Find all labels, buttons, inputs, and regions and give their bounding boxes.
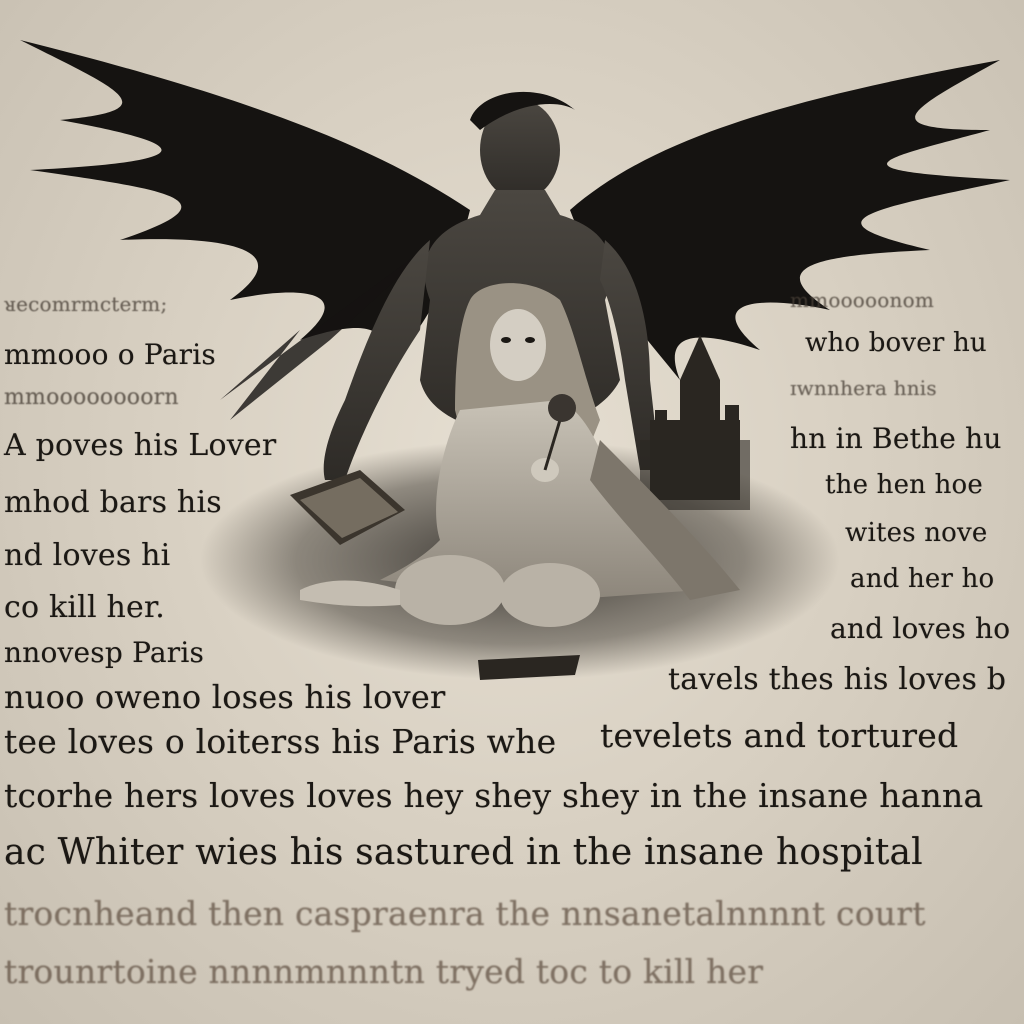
text-line-left-5: mhod bars his bbox=[4, 485, 222, 520]
text-line-bottom-1: tcorhe hers loves loves hey shey shey in the insane hanna bbox=[4, 776, 984, 815]
text-line-right-9: tavels thes his loves b bbox=[668, 662, 1007, 697]
text-line-right-5: the hen hoe bbox=[825, 470, 983, 500]
text-line-right-7: and her ho bbox=[850, 564, 995, 594]
text-line-left-7: co kill her. bbox=[4, 590, 165, 625]
text-line-bottom-2: ac Whiter wies his sastured in the insane hospital bbox=[4, 832, 923, 873]
text-line-right-2: who bover hu bbox=[805, 328, 987, 358]
text-line-left-3: mmoooooooorn bbox=[4, 385, 179, 410]
text-line-right-4: hn in Bethe hu bbox=[790, 422, 1002, 455]
text-line-bottom-3: trocnheand then caspraenra the nnsanetalnnnnt court bbox=[4, 894, 926, 933]
text-line-right-6: wites nove bbox=[845, 518, 988, 548]
text-line-right-3: ɪᴡnnhera hnis bbox=[790, 376, 937, 400]
text-line-left-9: nuoo oweno loses his lover bbox=[4, 678, 446, 716]
text-line-left-10: tee loves o loiterss his Paris whe bbox=[4, 722, 557, 761]
text-line-left-6: nd loves hi bbox=[4, 538, 171, 573]
text-line-bottom-4: trounrtoine nnnnmnnntn tryed toc to kill her bbox=[4, 952, 764, 991]
castle-silhouette bbox=[640, 335, 750, 510]
text-line-right-8: and loves ho bbox=[830, 612, 1011, 645]
text-line-left-4: A poves his Lover bbox=[4, 428, 277, 463]
rose-icon bbox=[548, 394, 576, 422]
text-line-right-10: tevelets and tortured bbox=[600, 716, 959, 755]
text-line-right-1: mmooooonom bbox=[790, 288, 935, 312]
text-line-left-8: nnovesp Paris bbox=[4, 636, 205, 669]
text-line-left-1: ᴚecomrmcterm; bbox=[4, 292, 168, 316]
text-line-left-2: mmooo o Paris bbox=[4, 338, 216, 371]
